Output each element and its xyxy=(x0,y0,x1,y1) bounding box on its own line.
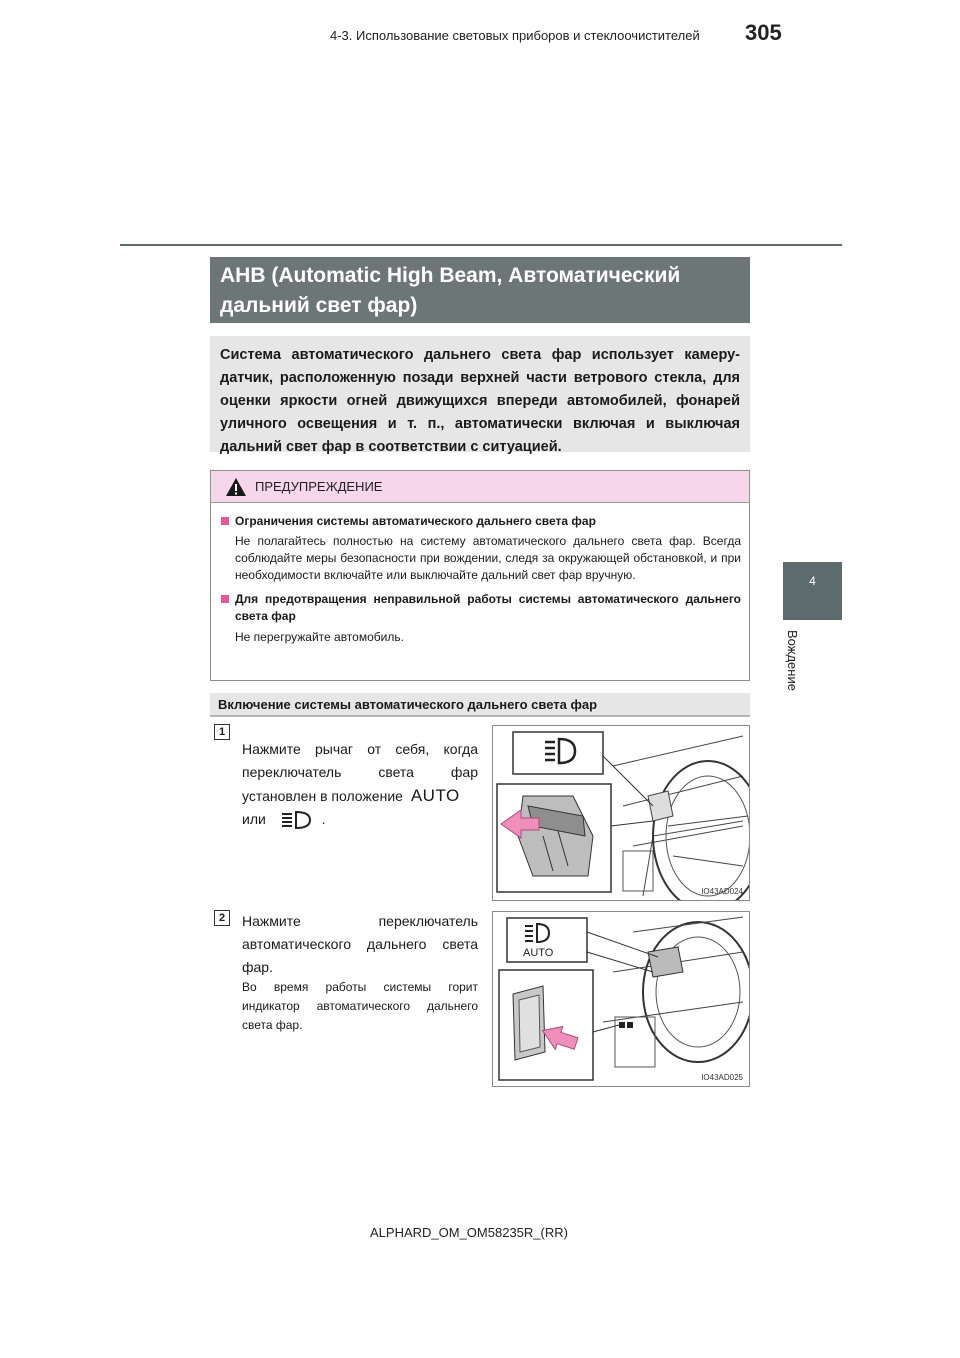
illustration-code: IO43AD024 xyxy=(701,887,743,896)
step-1-text: Нажмите рычаг от себя, когда переключатель света фар установлен в положение AUTO или . xyxy=(242,738,478,831)
illustration-auto-switch xyxy=(492,911,750,1087)
step-2-note: Во время работы системы горит индикатор автоматического дальнего света фар. xyxy=(242,980,478,1032)
illustration-code: IO43AD025 xyxy=(701,1073,743,1082)
intro-paragraph: Система автоматического дальнего света фар использует камеру-датчик, расположенную позади верхней части ветрового стекла, для оценки яркости огней движущихся впереди автомобилей, фонарей уличного освещения и т. п., автоматически включая и выключая дальний свет фар в соответствии с ситуацией. xyxy=(210,336,750,452)
running-header-section: 4-3. Использование световых приборов и стеклоочистителей xyxy=(330,28,700,43)
chapter-tab: 4 xyxy=(783,562,842,620)
headlight-beam-icon xyxy=(280,809,314,831)
warning-item-text: Не полагайтесь полностью на систему автоматического дальнего света фар. Всегда соблюдайте меры безопасности при вождении, следя за окружающей обстановкой, и при необходимости включайте или выключайте дальний свет фар вручную. xyxy=(235,534,741,582)
warning-item-heading: Ограничения системы автоматического дальнего света фар xyxy=(221,513,741,530)
dashboard-switch-drawing xyxy=(493,912,749,1086)
step-2-text: Нажмите переключатель автоматического дальнего света фар. xyxy=(242,913,478,975)
header-rule xyxy=(120,244,842,246)
chapter-label: Вождение xyxy=(785,630,800,691)
warning-header xyxy=(211,471,749,503)
warning-item-heading: Для предотвращения неправильной работы системы автоматического дальнего света фар xyxy=(221,591,741,625)
section-title: AHB (Automatic High Beam, Автоматический дальний свет фар) xyxy=(210,257,750,323)
auto-glyph-icon: AUTO xyxy=(410,786,460,805)
dashboard-lever-drawing xyxy=(493,726,749,900)
page-number: 305 xyxy=(745,20,782,45)
pink-square-bullet-icon xyxy=(221,517,229,525)
warning-title: ПРЕДУПРЕЖДЕНИЕ xyxy=(255,479,383,494)
warning-item-text: Не перегружайте автомобиль. xyxy=(235,630,404,644)
step-number: 2 xyxy=(214,910,230,926)
warning-body xyxy=(221,513,741,653)
pink-square-bullet-icon xyxy=(221,595,229,603)
warning-box xyxy=(210,470,750,681)
auto-text-glyph: AUTO xyxy=(523,947,554,959)
warning-triangle-icon xyxy=(225,477,247,497)
document-code-footer: ALPHARD_OM_OM58235R_(RR) xyxy=(370,1225,568,1240)
subsection-heading: Включение системы автоматического дальнего света фар xyxy=(210,693,750,717)
step-number: 1 xyxy=(214,724,230,740)
illustration-lever-push xyxy=(492,725,750,901)
